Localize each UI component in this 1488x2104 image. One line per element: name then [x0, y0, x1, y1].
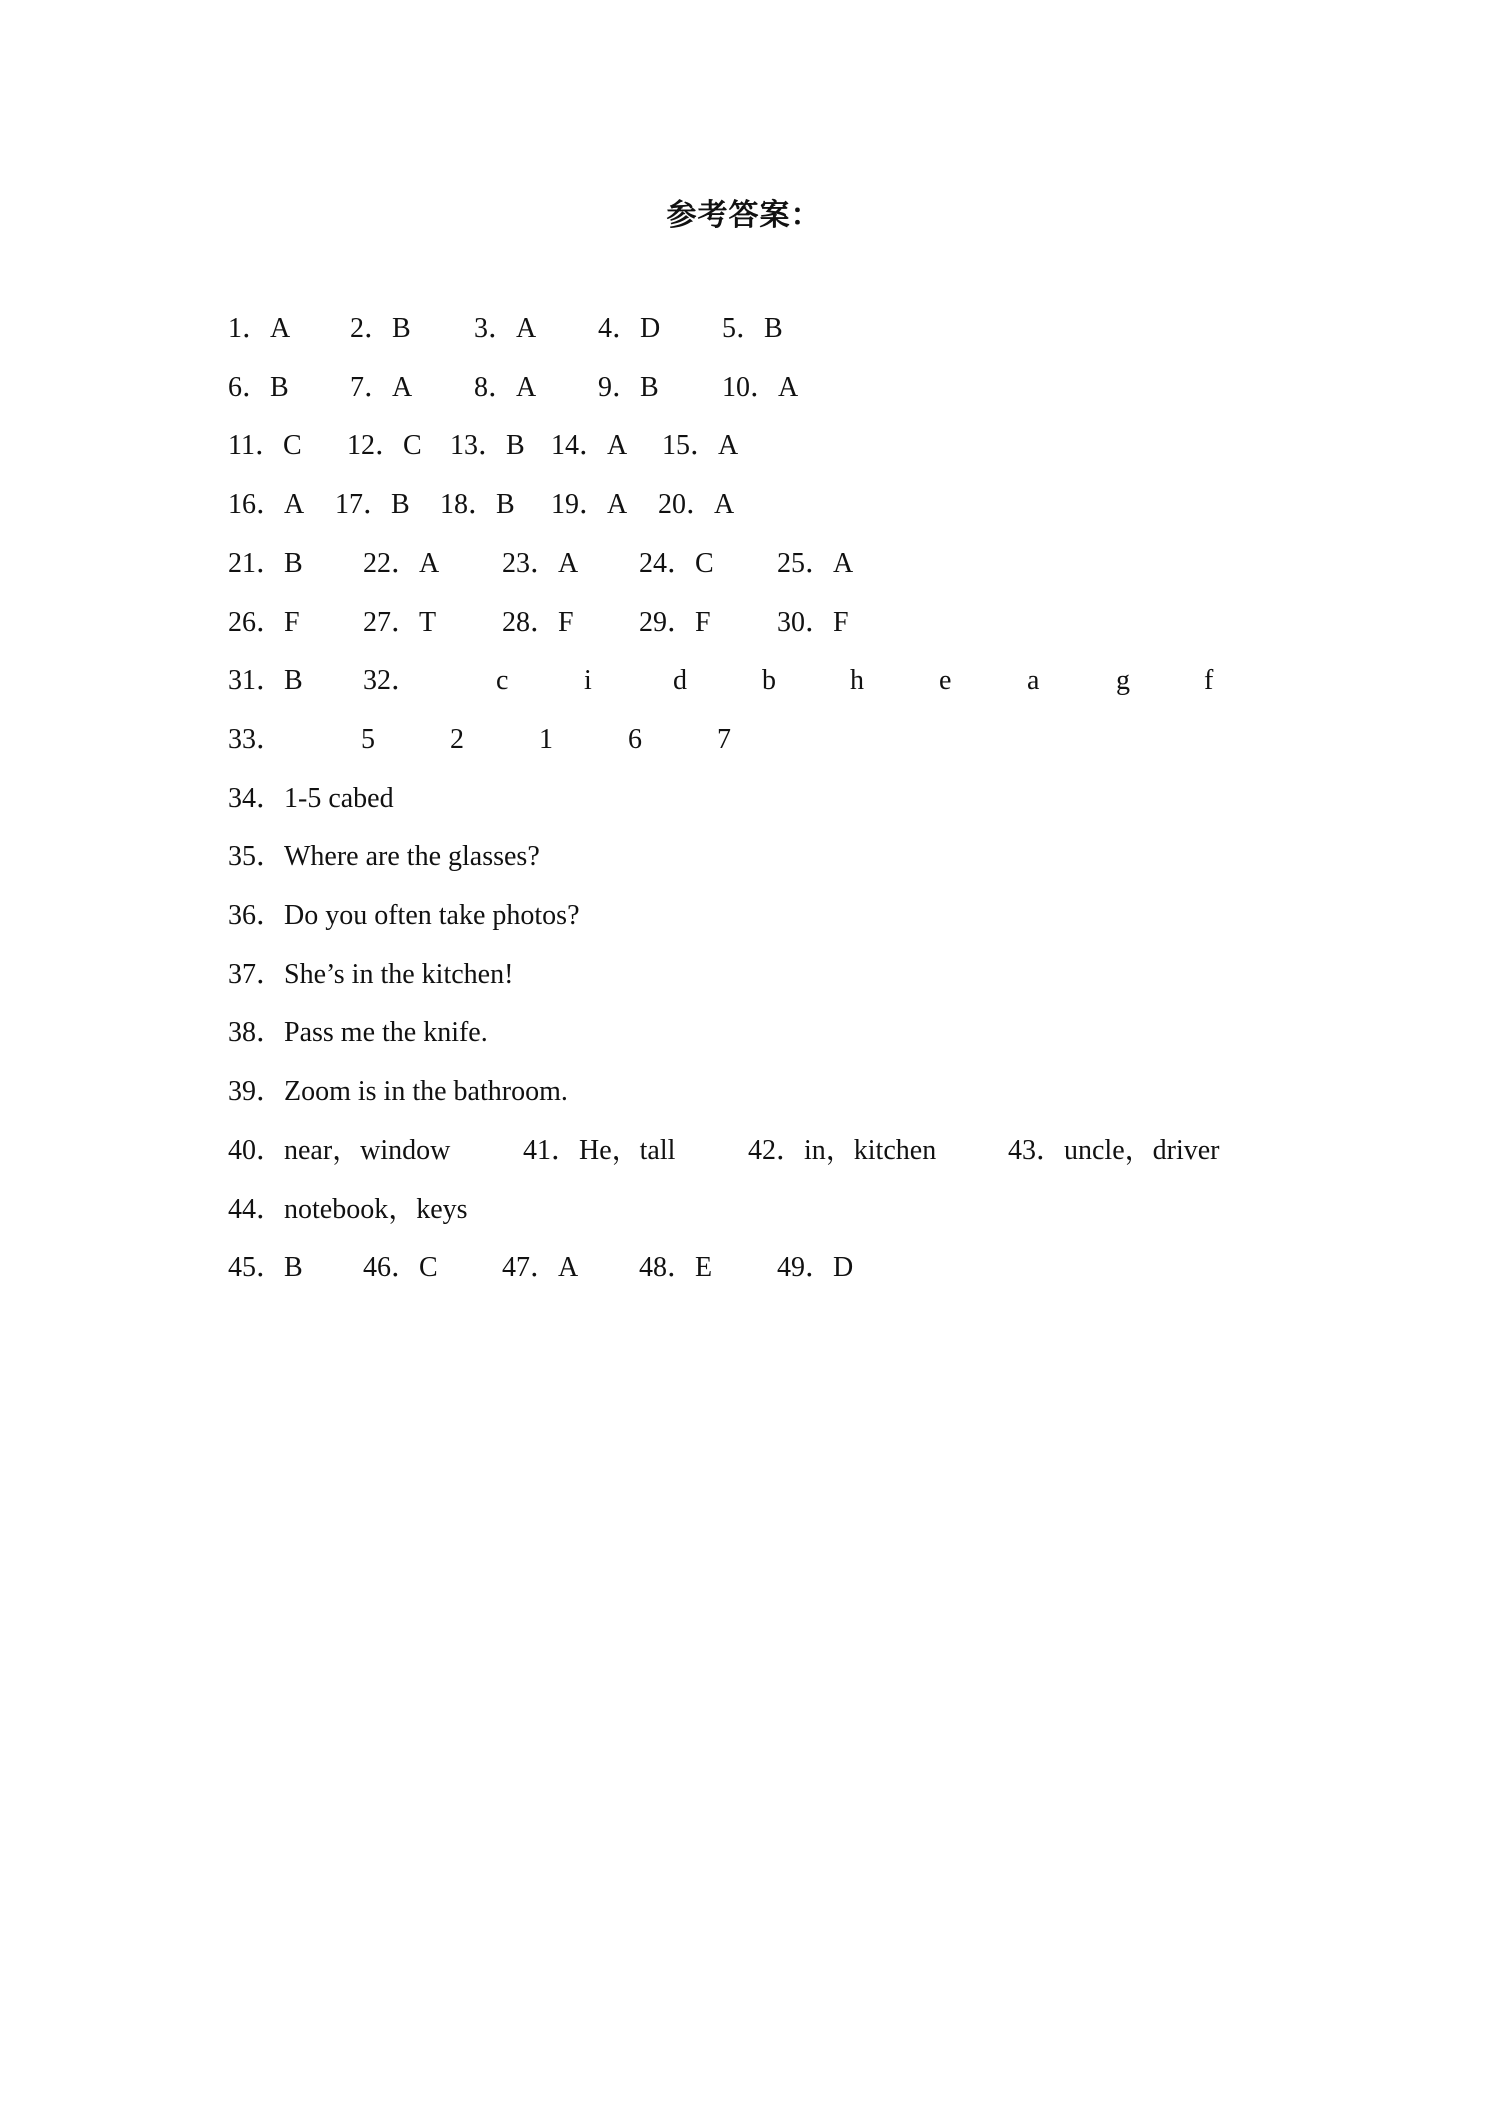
answer-item: 27．T [363, 606, 437, 638]
answer-item: b [762, 665, 776, 697]
answer-item: e [939, 665, 952, 697]
answer-item: 12．C [347, 430, 422, 462]
answer-item: d [673, 665, 687, 697]
answer-item: 20．A [658, 489, 735, 521]
answer-item: 26．F [228, 606, 300, 638]
answer-item: 14．A [551, 430, 628, 462]
answer-item: 29．F [639, 606, 711, 638]
answer-item: 2．B [350, 313, 411, 344]
answer-item: 15．A [662, 430, 739, 462]
answer-item: 6 [628, 723, 642, 755]
answer-item: 19．A [551, 489, 628, 521]
answer-item: 34．1-5 cabed [228, 782, 394, 814]
answer-item: 24．C [639, 547, 714, 579]
answer-item: 25．A [777, 547, 854, 579]
answer-item: 48．E [639, 1252, 713, 1284]
answer-item: 32． [363, 665, 420, 697]
answer-item: a [1027, 665, 1040, 697]
answer-item: 23．A [502, 547, 579, 579]
answer-item: 2 [450, 723, 464, 755]
answer-item: 1．A [228, 313, 291, 344]
answer-item: 5．B [722, 313, 783, 344]
answer-item: 7 [717, 723, 731, 755]
page-title: 参考答案： [666, 198, 822, 233]
answer-item: 42．in，kitchen [748, 1134, 937, 1166]
answer-item: 31．B [228, 665, 303, 697]
answer-item: 45．B [228, 1252, 303, 1284]
answer-item: 9．B [598, 371, 659, 403]
answer-item: 41．He，tall [523, 1134, 676, 1166]
answer-item: 11．C [228, 430, 302, 462]
answer-item: 46．C [363, 1252, 438, 1284]
answer-item: 6．B [228, 371, 289, 403]
answer-item: 13．B [450, 430, 525, 462]
answer-item: h [850, 665, 864, 697]
answer-item: 38．Pass me the knife. [228, 1017, 488, 1049]
answer-item: 8．A [474, 371, 537, 403]
answer-item: 10．A [722, 371, 799, 403]
answer-item: 5 [361, 723, 375, 755]
answer-item: i [584, 665, 592, 697]
answer-item: 22．A [363, 547, 440, 579]
answer-item: 18．B [440, 489, 515, 521]
answer-item: 39．Zoom is in the bathroom. [228, 1076, 568, 1108]
answer-item: 35．Where are the glasses? [228, 841, 540, 873]
answer-item: c [496, 665, 509, 697]
answer-item: 17．B [335, 489, 410, 521]
answer-item: 40．near，window [228, 1134, 451, 1166]
answer-item: 16．A [228, 489, 305, 521]
answer-item: 21．B [228, 547, 303, 579]
answer-item: 44．notebook，keys [228, 1193, 468, 1225]
answer-item: 33． [228, 723, 285, 755]
answer-item: 30．F [777, 606, 849, 638]
answer-item: 36．Do you often take photos? [228, 900, 580, 931]
answer-item: 1 [539, 723, 553, 755]
answer-item: g [1116, 665, 1130, 697]
answer-item: 3．A [474, 313, 537, 344]
answer-item: 7．A [350, 371, 413, 403]
answer-item: 49．D [777, 1252, 854, 1284]
answer-item: 47．A [502, 1252, 579, 1284]
answer-item: 28．F [502, 606, 574, 638]
answer-item: 43．uncle，driver [1008, 1134, 1220, 1166]
answer-item: f [1204, 665, 1214, 697]
answer-item: 4．D [598, 313, 661, 344]
answer-item: 37．She’s in the kitchen! [228, 958, 514, 990]
